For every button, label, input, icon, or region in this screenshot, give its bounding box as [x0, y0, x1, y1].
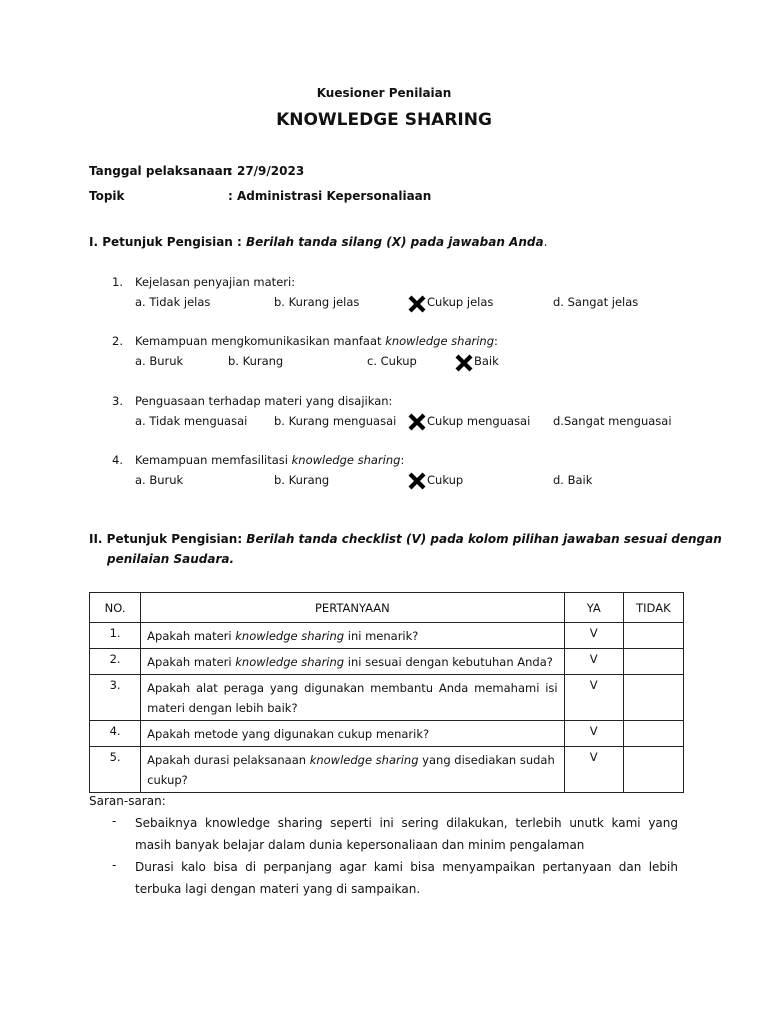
row-tidak-cell[interactable]	[623, 747, 683, 793]
section1-heading	[89, 235, 547, 249]
section2-instruction-2: penilaian Saudara.	[107, 552, 235, 566]
q1-option-c[interactable]: Cukup jelas	[427, 295, 494, 309]
question-text-end: ini sesuai dengan kebutuhan Anda?	[344, 655, 553, 669]
question-text: Apakah materi	[147, 655, 236, 669]
bullet-dash: -	[112, 858, 117, 872]
question-text: Apakah metode yang digunakan cukup menarik?	[147, 727, 430, 741]
question-text-end: yang disediakan sudah cukup?	[147, 753, 555, 787]
table-row	[90, 721, 684, 747]
q2-text	[135, 334, 498, 348]
date-value: : 27/9/2023	[228, 164, 305, 178]
table-row	[90, 649, 684, 675]
question-text: Apakah alat peraga yang digunakan membantu Anda memahami isi materi dengan lebih baik?	[147, 681, 558, 715]
q1-option-d[interactable]: d. Sangat jelas	[553, 295, 639, 309]
q4-number: 4.	[112, 453, 123, 467]
row-tidak-cell[interactable]	[623, 623, 683, 649]
row-number: 5.	[90, 747, 141, 793]
q1-option-b[interactable]: b. Kurang jelas	[274, 295, 360, 309]
question-text: Apakah materi	[147, 629, 236, 643]
row-question	[141, 675, 564, 721]
q2-option-a[interactable]: a. Buruk	[135, 354, 184, 368]
q1-option-a[interactable]: a. Tidak jelas	[135, 295, 211, 309]
question-italic: knowledge sharing	[235, 655, 345, 669]
row-tidak-cell[interactable]	[623, 649, 683, 675]
q2-option-c[interactable]: c. Cukup	[367, 354, 417, 368]
table-row	[90, 747, 684, 793]
q2-option-d[interactable]: Baik	[474, 354, 499, 368]
section1-end: .	[543, 235, 548, 249]
q2-option-b[interactable]: b. Kurang	[228, 354, 284, 368]
x-mark-icon	[455, 354, 473, 372]
row-question	[141, 747, 564, 793]
q2-number: 2.	[112, 334, 123, 348]
row-ya-cell[interactable]: V	[564, 747, 623, 793]
header-ya: YA	[564, 593, 623, 623]
header-tidak: TIDAK	[623, 593, 683, 623]
q3-text: Penguasaan terhadap materi yang disajikan:	[135, 394, 393, 408]
q4-text-end: :	[400, 453, 405, 467]
bullet-dash: -	[112, 814, 117, 828]
evaluation-table	[89, 592, 684, 793]
table-row	[90, 623, 684, 649]
suggestion-item: Sebaiknya knowledge sharing seperti ini sering dilakukan, terlebih unutk kami yang masih banyak belajar dalam dunia kepersonaliaan dan minim pengalaman	[135, 816, 678, 852]
row-question	[141, 721, 564, 747]
section2-instruction-1: Berilah tanda checklist (V) pada kolom pilihan jawaban sesuai dengan	[246, 532, 722, 546]
section1-prefix: I. Petunjuk Pengisian :	[89, 235, 247, 249]
topic-value: : Administrasi Kepersonaliaan	[228, 189, 432, 203]
q2-text-end: :	[494, 334, 498, 348]
table-row	[90, 675, 684, 721]
q4-text-italic: knowledge sharing	[291, 453, 401, 467]
row-ya-cell[interactable]: V	[564, 649, 623, 675]
q4-option-c[interactable]: Cukup	[427, 473, 464, 487]
question-italic: knowledge sharing	[235, 629, 345, 643]
row-question	[141, 649, 564, 675]
row-ya-cell[interactable]: V	[564, 675, 623, 721]
q4-text	[135, 453, 404, 467]
suggestion-item: Durasi kalo bisa di perpanjang agar kami bisa menyampaikan pertanyaan dan lebih terbuka lagi dengan materi yang di sampaikan.	[135, 860, 678, 896]
form-subtitle: Kuesioner Penilaian	[316, 86, 452, 100]
q3-option-c[interactable]: Cukup menguasai	[427, 414, 531, 428]
q1-number: 1.	[112, 275, 123, 289]
section2-heading	[89, 532, 722, 546]
q3-option-a[interactable]: a. Tidak menguasai	[135, 414, 248, 428]
row-tidak-cell[interactable]	[623, 675, 683, 721]
row-question	[141, 623, 564, 649]
row-ya-cell[interactable]: V	[564, 623, 623, 649]
suggestions-label: Saran-saran:	[89, 794, 166, 808]
q3-number: 3.	[112, 394, 123, 408]
date-label: Tanggal pelaksanaan	[89, 164, 232, 178]
row-number: 3.	[90, 675, 141, 721]
question-text: Apakah durasi pelaksanaan	[147, 753, 310, 767]
q3-option-b[interactable]: b. Kurang menguasai	[274, 414, 397, 428]
x-mark-icon	[408, 295, 426, 313]
row-ya-cell[interactable]: V	[564, 721, 623, 747]
section2-prefix: II. Petunjuk Pengisian:	[89, 532, 247, 546]
topic-label: Topik	[89, 189, 125, 203]
x-mark-icon	[408, 472, 426, 490]
form-title: KNOWLEDGE SHARING	[276, 110, 492, 130]
q4-text-main: Kemampuan memfasilitasi	[135, 453, 292, 467]
x-mark-icon	[408, 413, 426, 431]
q4-option-d[interactable]: d. Baik	[553, 473, 593, 487]
q3-option-d[interactable]: d.Sangat menguasai	[553, 414, 672, 428]
row-tidak-cell[interactable]	[623, 721, 683, 747]
table-header-row	[90, 593, 684, 623]
question-text-end: ini menarik?	[344, 629, 419, 643]
row-number: 1.	[90, 623, 141, 649]
header-question: PERTANYAAN	[141, 593, 564, 623]
header-no: NO.	[90, 593, 141, 623]
q1-text: Kejelasan penyajian materi:	[135, 275, 296, 289]
q4-option-b[interactable]: b. Kurang	[274, 473, 330, 487]
q2-text-italic: knowledge sharing	[385, 334, 495, 348]
section1-instruction: Berilah tanda silang (X) pada jawaban Anda	[246, 235, 544, 249]
q4-option-a[interactable]: a. Buruk	[135, 473, 184, 487]
row-number: 2.	[90, 649, 141, 675]
row-number: 4.	[90, 721, 141, 747]
q2-text-main: Kemampuan mengkomunikasikan manfaat	[135, 334, 386, 348]
question-italic: knowledge sharing	[309, 753, 419, 767]
